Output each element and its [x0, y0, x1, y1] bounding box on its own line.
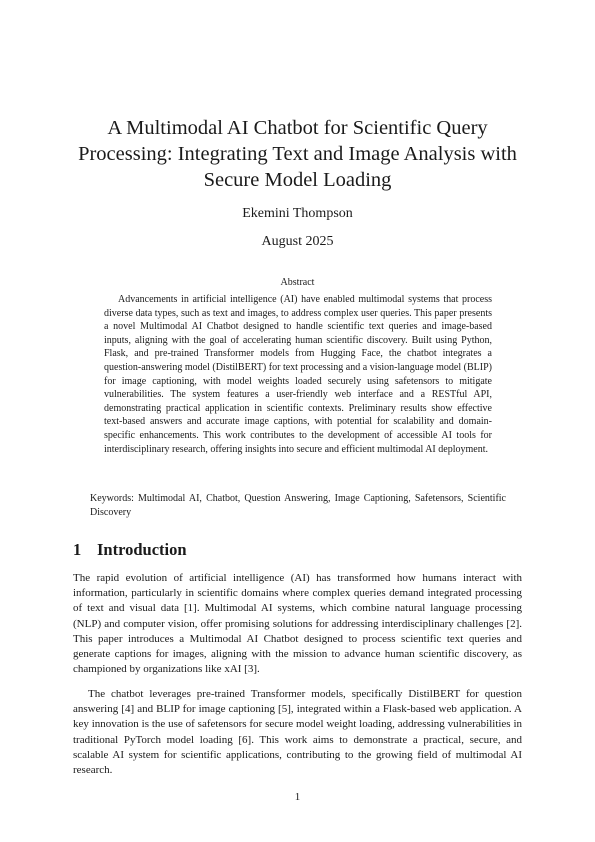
section-heading [73, 540, 187, 560]
body-paragraph: The chatbot leverages pre-trained Transformer models, specifically DistilBERT for question answering [4] and BLIP for image captioning [5], integrated within a Flask-based web application. A key innovation is the use of safetensors for secure model weight loading, addressing vulnerabilities in traditional PyTorch model loading [6]. This work aims to demonstrate a practical, secure, and scalable AI system for scientific applications, contributing to the growing field of multimodal AI research. [73, 688, 522, 777]
page-number: 1 [294, 791, 301, 803]
abstract-heading: Abstract [280, 277, 315, 288]
author-name: Ekemini Thompson [242, 206, 353, 221]
paper-title: A Multimodal AI Chatbot for Scientific Query Processing: Integrating Text and Image Analysis with Secure Model Loading [78, 117, 517, 191]
abstract-text: Advancements in artificial intelligence (AI) have enabled multimodal systems that process diverse data types, such as text and images, to address complex user queries. This paper presents a novel Multimodal AI Chatbot designed to handle scientific text queries and image-based inputs, aligning with the goal of accelerating human scientific discovery. Built using Python, Flask, and pre-trained Transformer models from Hugging Face, the chatbot integrates a question-answering model (DistilBERT) for text processing and a vision-language model (BLIP) for image captioning, with model weights loaded securely using safetensors to mitigate vulnerabilities. The system features a user-friendly web interface and a RESTful API, demonstrating practical application in scientific contexts. Preliminary results show effective text-based answers and accurate image captions, with potential for scalability and domain-specific enhancements. This work contributes to the development of accessible AI tools for interdisciplinary research, offering insights into secure and efficient multimodal AI deployment. [104, 294, 492, 455]
keywords: Keywords: Multimodal AI, Chatbot, Question Answering, Image Captioning, Safetensors, Scientific Discovery [90, 493, 506, 518]
section-number: 1 [73, 540, 82, 559]
section-title: Introduction [97, 540, 187, 559]
body-paragraph: The rapid evolution of artificial intelligence (AI) has transformed how humans interact with information, particularly in scientific domains where complex queries demand integrated processing of text and visual data [1]. Multimodal AI systems, which combine natural language processing (NLP) and computer vision, offer promising solutions for addressing interdisciplinary challenges [2]. This paper introduces a Multimodal AI Chatbot designed to process scientific text queries and generate captions for images, aligning with the mission to advance human scientific discovery, as championed by organizations like xAI [3]. [73, 572, 522, 676]
publication-date: August 2025 [261, 234, 334, 249]
